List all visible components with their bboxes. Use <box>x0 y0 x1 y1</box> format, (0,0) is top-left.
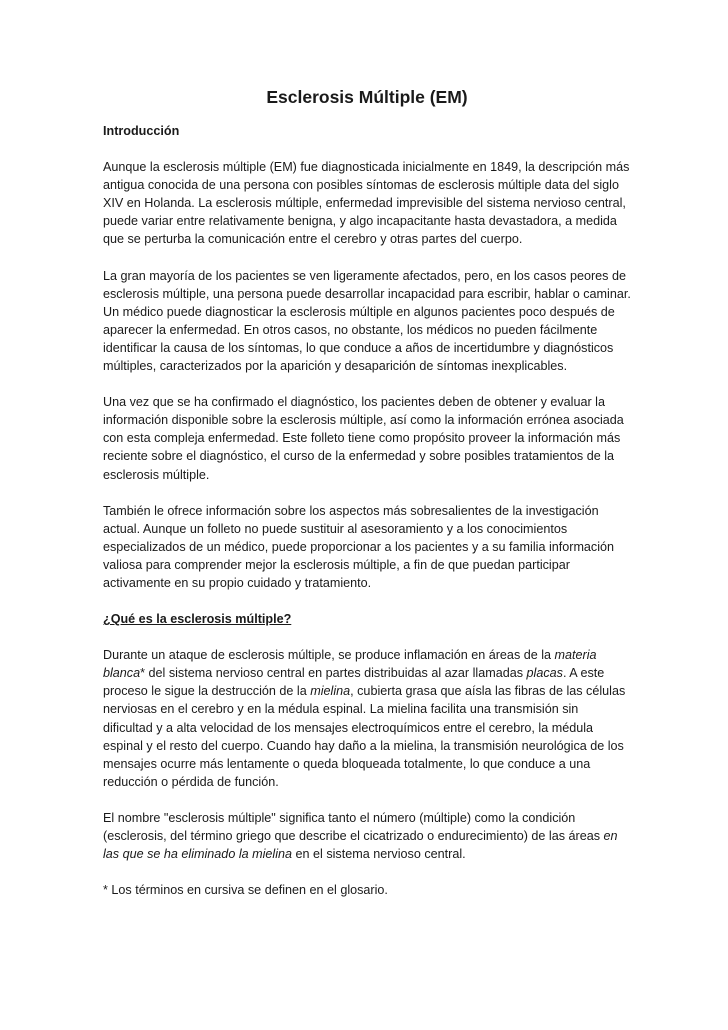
document-title: Esclerosis Múltiple (EM) <box>266 87 468 107</box>
intro-paragraph-1: Aunque la esclerosis múltiple (EM) fue diagnosticada inicialmente en 1849, la descripción más antigua conocida de una persona con posibles síntomas de esclerosis múltiple data del siglo XIV en Holanda. La esclerosis múltiple, enfermedad imprevisible del sistema nervioso central, puede variar entre relativamente benigna, y algo incapacitante hasta devastadora, a medida que se perturba la comunicación entre el cerebro y otras partes del cuerpo. <box>103 160 630 247</box>
text-run: . A este proceso le sigue la destrucción de la <box>103 666 605 699</box>
italic-phrase: en las que se ha eliminado la mielina <box>103 829 618 862</box>
intro-heading: Introducción <box>103 124 180 138</box>
intro-paragraph-2: La gran mayoría de los pacientes se ven ligeramente afectados, pero, en los casos peores de esclerosis múltiple, una persona puede desarrollar incapacidad para escribir, hablar o caminar. Un médico puede diagnosticar la esclerosis múltiple en algunos pacientes poco después de aparecer la enfermedad. En otros casos, no obstante, los médicos no pueden fácilmente identificar la causa de los síntomas, lo que conduce a años de incertidumbre y diagnósticos múltiples, caracterizados por la aparición y desaparición de síntomas inexplicables. <box>103 268 631 374</box>
section-paragraph-1 <box>103 646 631 791</box>
text-run: en el sistema nervioso central. <box>292 847 466 862</box>
text-run: * del sistema nervioso central en partes distribuidas al azar llamadas <box>140 666 527 681</box>
italic-term-materia-blanca: materia blanca <box>103 648 597 681</box>
text-run: El nombre "esclerosis múltiple" significa tanto el número (múltiple) como la condición (esclerosis, del término griego que describe el cicatrizado o endurecimiento) de las áreas <box>103 810 604 843</box>
intro-paragraph-4: También le ofrece información sobre los aspectos más sobresalientes de la investigación actual. Aunque un folleto no puede sustituir al asesoramiento y a los conocimientos especializados de un médico, puede proporcionar a los pacientes y a su familia información valiosa para comprender mejor la esclerosis múltiple, a fin de que puedan participar activamente en su propio cuidado y tratamiento. <box>103 503 615 590</box>
document-page <box>103 86 631 917</box>
italic-term-mielina: mielina <box>310 684 351 699</box>
section-heading-text: ¿Qué es la esclerosis múltiple? <box>103 612 292 627</box>
italic-term-placas: placas <box>526 666 563 681</box>
section-paragraph-2 <box>103 809 631 863</box>
text-run: , cubierta grasa que aísla las fibras de las células nerviosas en el cerebro y en la médula espinal. La mielina facilita una transmisión sin dificultad y a alta velocidad de los mensajes electroquímicos entre el cerebro, la médula espinal y el resto del cuerpo. Cuando hay daño a la mielina, la transmisión neurológica de los mensajes ocurre más lentamente o queda bloqueada totalmente, lo que conduce a una reducción o pérdida de función. <box>103 684 626 789</box>
footnote: * Los términos en cursiva se definen en el glosario. <box>103 883 388 898</box>
text-run: Durante un ataque de esclerosis múltiple, se produce inflamación en áreas de la <box>103 648 555 663</box>
section-heading <box>103 610 631 628</box>
intro-paragraph-3: Una vez que se ha confirmado el diagnóstico, los pacientes deben de obtener y evaluar la información disponible sobre la esclerosis múltiple, así como la información errónea asociada con esta compleja enfermedad. Este folleto tiene como propósito proveer la información más reciente sobre el diagnóstico, el curso de la enfermedad y sobre posibles tratamientos de la esclerosis múltiple. <box>103 395 624 482</box>
